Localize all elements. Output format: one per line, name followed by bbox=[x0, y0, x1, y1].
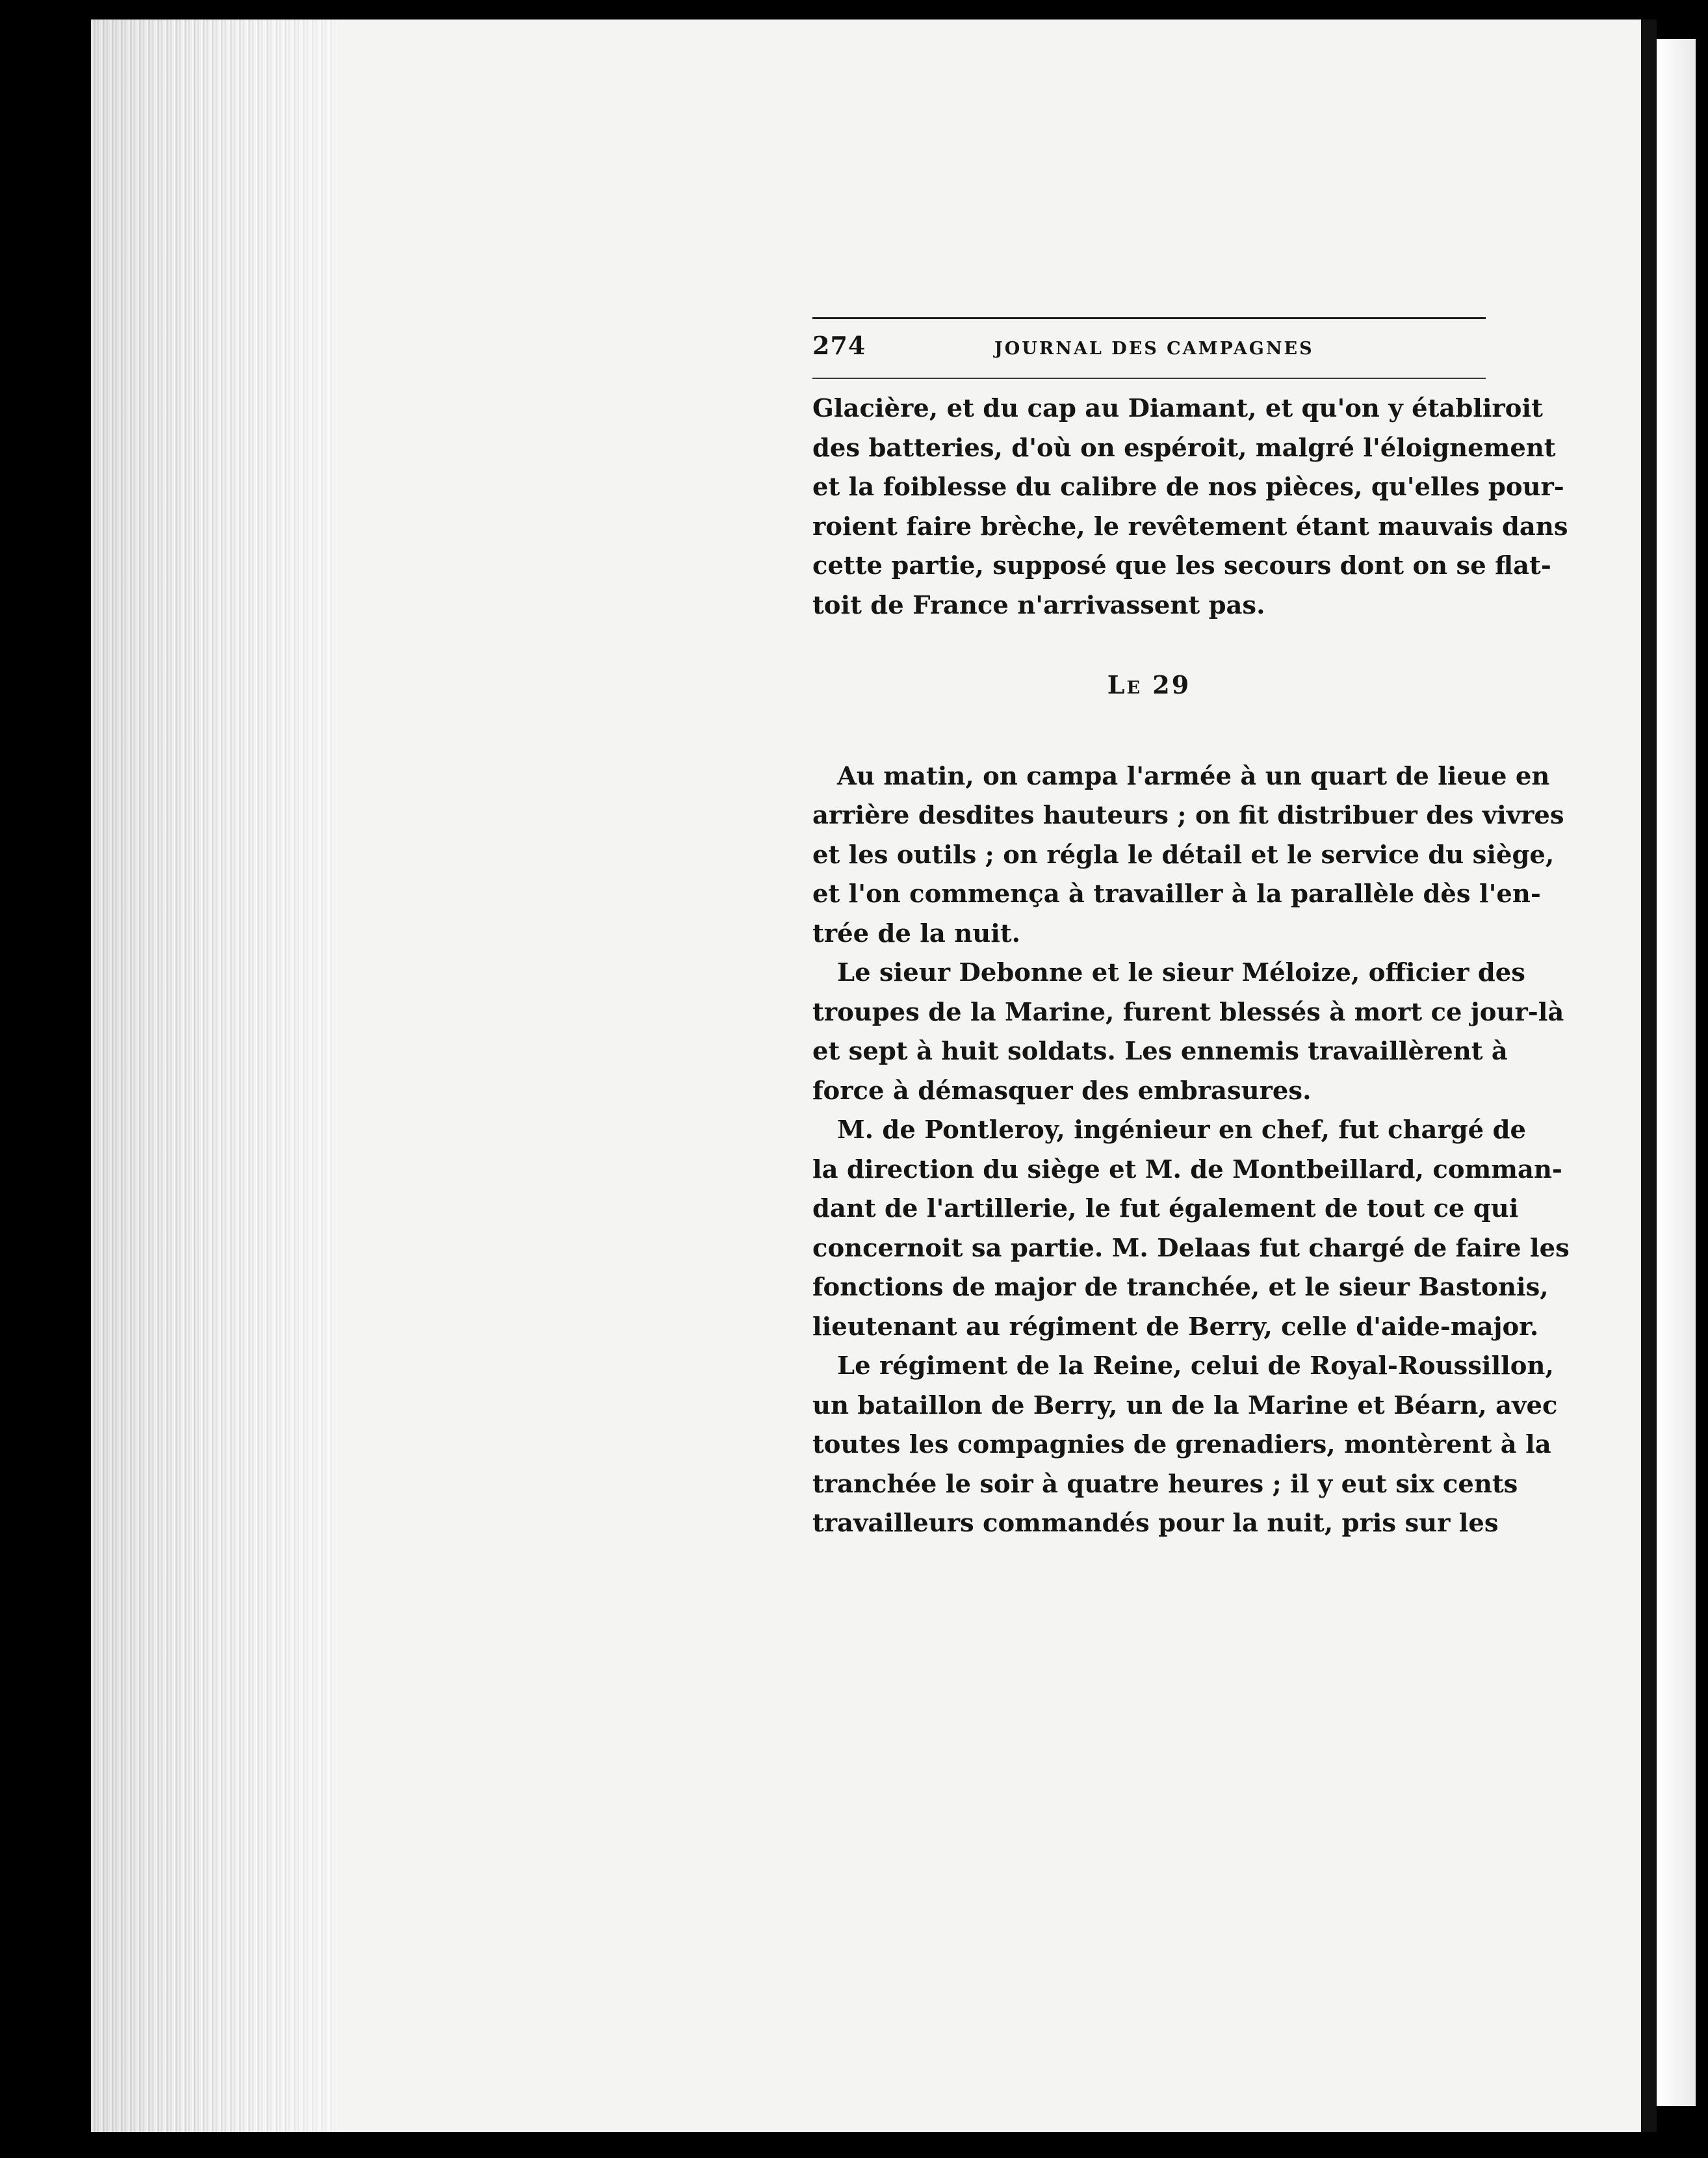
paragraph bbox=[812, 757, 1564, 954]
text-line: cette partie, supposé que les secours dont on se flat- bbox=[812, 551, 1551, 580]
text-line: un bataillon de Berry, un de la Marine et Béarn, avec bbox=[812, 1390, 1558, 1420]
text-line: des batteries, d'où on espéroit, malgré l'éloignement bbox=[812, 433, 1556, 463]
section-heading: Le 29 bbox=[1107, 670, 1191, 699]
text-line: Au matin, on campa l'armée à un quart de lieue en bbox=[837, 761, 1550, 791]
header-rule-top bbox=[812, 317, 1486, 319]
text-line: roient faire brèche, le revêtement étant mauvais dans bbox=[812, 512, 1568, 541]
text-line: M. de Pontleroy, ingénieur en chef, fut chargé de bbox=[837, 1115, 1526, 1145]
text-line: arrière desdites hauteurs ; on fit distribuer des vivres bbox=[812, 801, 1564, 830]
adjacent-page-edge bbox=[1657, 39, 1696, 2106]
text-line: et sept à huit soldats. Les ennemis travaillèrent à bbox=[812, 1037, 1508, 1066]
page-number: 274 bbox=[812, 331, 866, 360]
text-line: tranchée le soir à quatre heures ; il y eut six cents bbox=[812, 1469, 1518, 1499]
text-line: lieutenant au régiment de Berry, celle d'aide-major. bbox=[812, 1312, 1539, 1342]
text-line: Le sieur Debonne et le sieur Méloize, officier des bbox=[837, 958, 1525, 987]
running-title: JOURNAL DES CAMPAGNES bbox=[994, 339, 1314, 359]
text-line: Le régiment de la Reine, celui de Royal-Roussillon, bbox=[837, 1351, 1554, 1381]
text-line: et la foiblesse du calibre de nos pièces, qu'elles pour- bbox=[812, 473, 1564, 502]
text-line: travailleurs commandés pour la nuit, pris sur les bbox=[812, 1509, 1499, 1538]
text-line: force à démasquer des embrasures. bbox=[812, 1076, 1312, 1106]
paragraph bbox=[812, 954, 1564, 1111]
body-text bbox=[812, 389, 1570, 1544]
intro-paragraph bbox=[812, 389, 1568, 625]
text-line: toit de France n'arrivassent pas. bbox=[812, 590, 1265, 620]
paragraph bbox=[812, 1111, 1570, 1347]
text-line: toutes les compagnies de grenadiers, montèrent à la bbox=[812, 1430, 1551, 1459]
page-edge-strip bbox=[91, 20, 337, 2132]
text-line: la direction du siège et M. de Montbeillard, comman- bbox=[812, 1154, 1562, 1184]
text-line: fonctions de major de tranchée, et le sieur Bastonis, bbox=[812, 1273, 1549, 1302]
paragraph bbox=[812, 1347, 1558, 1544]
header-rule-bottom bbox=[812, 378, 1486, 379]
text-line: et l'on commença à travailler à la parallèle dès l'en- bbox=[812, 879, 1541, 909]
text-line: concernoit sa partie. M. Delaas fut chargé de faire les bbox=[812, 1233, 1570, 1263]
text-block bbox=[812, 317, 1570, 1544]
text-line: trée de la nuit. bbox=[812, 918, 1021, 948]
text-line: Glacière, et du cap au Diamant, et qu'on y établiroit bbox=[812, 394, 1543, 423]
binding-shadow bbox=[1641, 20, 1657, 2132]
text-line: dant de l'artillerie, le fut également de tout ce qui bbox=[812, 1194, 1519, 1223]
text-line: troupes de la Marine, furent blessés à mort ce jour-là bbox=[812, 997, 1564, 1027]
text-line: et les outils ; on régla le détail et le service du siège, bbox=[812, 840, 1555, 870]
running-head bbox=[812, 331, 1486, 378]
